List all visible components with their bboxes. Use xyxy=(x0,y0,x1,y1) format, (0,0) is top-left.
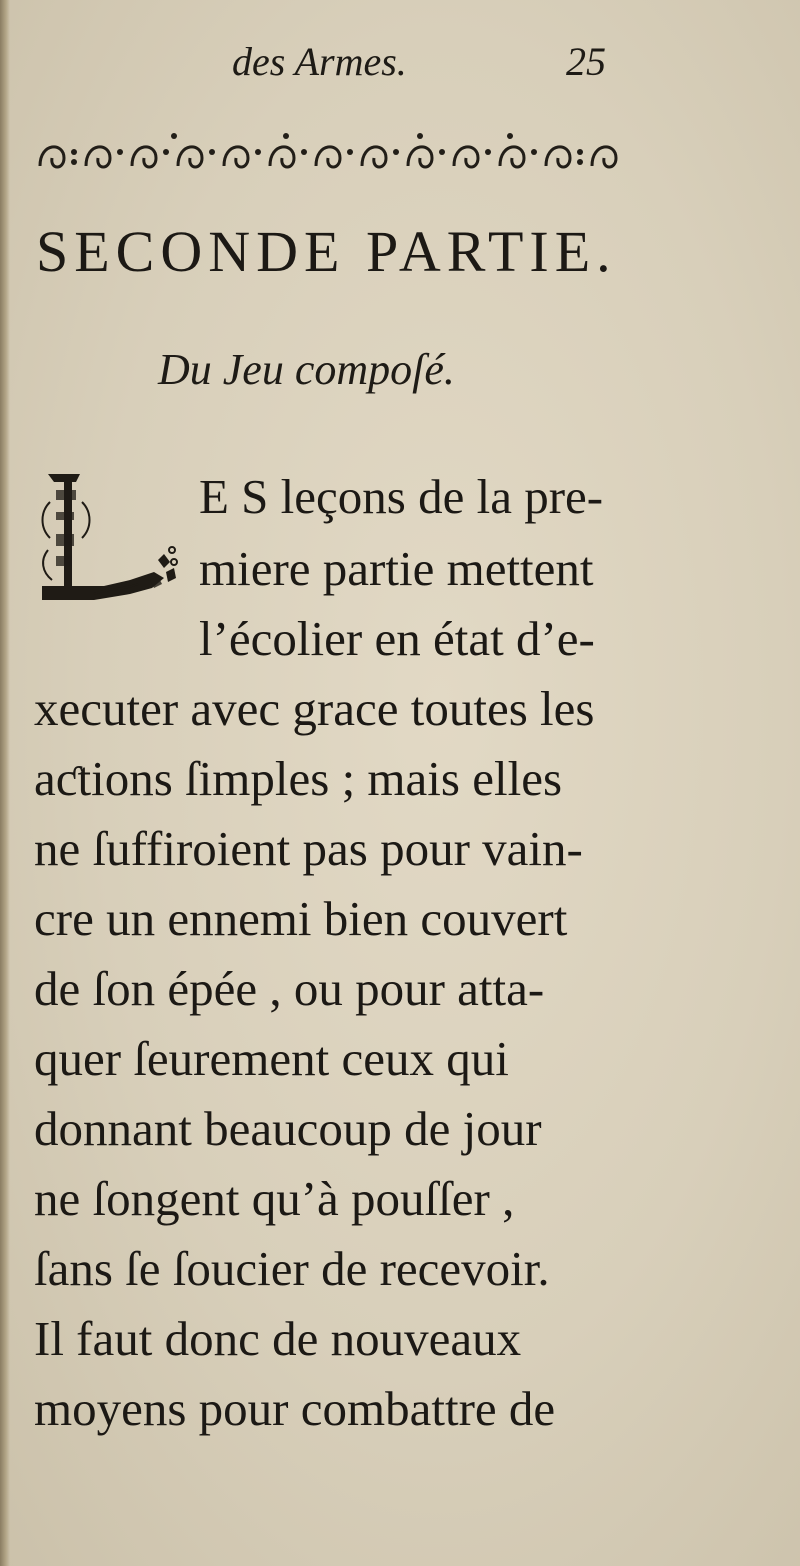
text-line: moyens pour combattre de xyxy=(34,1381,556,1436)
page-number: 25 xyxy=(566,39,606,84)
running-head: des Armes. xyxy=(232,39,407,84)
text-line: quer ſeurement ceux qui xyxy=(34,1031,509,1086)
text-line: cre un ennemi bien couvert xyxy=(34,891,568,946)
decorated-initial-letter xyxy=(34,468,182,628)
text-line: de ſon épée , ou pour atta- xyxy=(34,961,545,1016)
text-line: aƈtions ſimples ; mais elles xyxy=(34,751,563,806)
text-line: Il faut donc de nouveaux xyxy=(34,1311,522,1366)
page-gutter-edge xyxy=(0,0,10,1566)
text-line: l’écolier en état d’e- xyxy=(199,611,595,666)
text-line: miere partie mettent xyxy=(199,541,594,596)
text-line: ſans ſe ſoucier de recevoir. xyxy=(34,1241,550,1296)
text-line: E S leçons de la pre- xyxy=(199,469,604,524)
ornamental-headband xyxy=(34,128,626,178)
part-title: SECONDE PARTIE. xyxy=(36,219,617,284)
text-line: xecuter avec grace toutes les xyxy=(34,681,595,736)
text-line: ne ſuffiroient pas pour vain- xyxy=(34,821,583,876)
section-subtitle: Du Jeu compoſé. xyxy=(158,345,455,394)
text-line: ne ſongent qu’à pouſſer , xyxy=(34,1171,515,1226)
text-line: donnant beaucoup de jour xyxy=(34,1101,542,1156)
